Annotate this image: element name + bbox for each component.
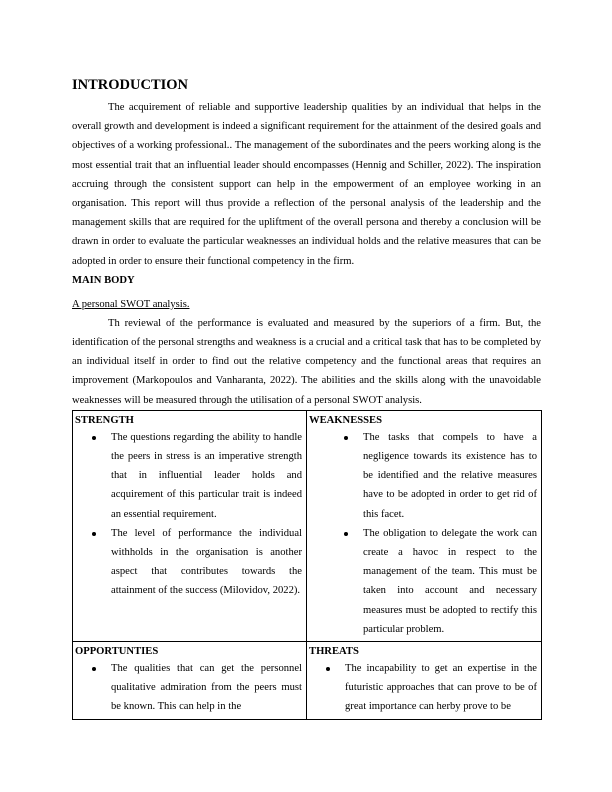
swot-row-bottom	[73, 642, 542, 720]
weaknesses-item: The tasks that compels to have a negligence towards its existence has to be identified and the relative measures have to be adopted in order to get rid of this facet.	[309, 428, 539, 524]
bullet-icon	[92, 667, 96, 671]
strength-item: The questions regarding the ability to handle the peers in stress is an imperative strength that in influential leader holds and acquirement of this particular trait is indeed an essential requirement.	[75, 428, 304, 524]
opportunities-list	[75, 659, 304, 717]
threats-title: THREATS	[309, 646, 359, 658]
bullet-icon	[344, 532, 348, 536]
strength-title: STRENGTH	[75, 414, 134, 426]
weaknesses-item: The obligation to delegate the work can create a havoc in respect to the management of the team. This must be taken into account and necessary measures must be adopted to rectify this particular problem.	[309, 524, 539, 639]
page-title: INTRODUCTION	[72, 77, 189, 93]
weaknesses-cell	[307, 410, 542, 641]
threats-list	[309, 659, 539, 717]
strength-cell	[73, 410, 307, 641]
document-page	[72, 76, 541, 720]
main-body-heading: MAIN BODY	[72, 274, 135, 286]
threats-cell	[307, 642, 542, 720]
swot-intro-paragraph: Th reviewal of the performance is evaluated and measured by the superiors of a firm. But, the identification of the personal strengths and weakness is a crucial and a critical task that has to be completed by an individual itself in order to find out the relative competency and the functional areas that requires an improvement (Markopoulos and Vanharanta, 2022). The abilities and the skills along with the unavoidable weaknesses will be measured through the utilisation of a personal SWOT analysis.	[72, 317, 541, 406]
swot-row-top	[73, 410, 542, 641]
strength-item: The level of performance the individual withholds in the organisation is another aspect that contributes towards the attainment of the success (Milovidov, 2022).	[75, 524, 304, 601]
strength-list	[75, 428, 304, 601]
bullet-icon	[344, 436, 348, 440]
weaknesses-title: WEAKNESSES	[309, 414, 383, 426]
bullet-icon	[92, 532, 96, 536]
opportunities-item: The qualities that can get the personnel qualitative admiration from the peers must be known. This can help in the	[75, 659, 304, 717]
opportunities-title: OPPORTUNTIES	[75, 646, 159, 658]
weaknesses-list	[309, 428, 539, 639]
intro-paragraph: The acquirement of reliable and supportive leadership qualities by an individual that helps in the overall growth and development is indeed a significant requirement for the attainment of the desired goals and objectives of a working professional.. The management of the subordinates and the peers working along is the most essential trait that an influential leader should encompasses (Hennig and Schiller, 2022). The inspiration accruing through the consistent support can help in the empowerment of an employee working in an organisation. This report will thus provide a reflection of the personal analysis of the leadership and the management skills that are required for the upliftment of the overall persona and thereby a conclusion will be drawn in order to evaluate the particular weaknesses an individual holds and the relative measures that can be adopted in order to ensure their functional competency in the firm.	[72, 102, 541, 267]
bullet-icon	[92, 436, 96, 440]
threats-item: The incapability to get an expertise in the futuristic approaches that can prove to be of great importance can herby prove to be	[309, 659, 539, 717]
bullet-icon	[326, 667, 330, 671]
swot-subheading: A personal SWOT analysis.	[72, 298, 190, 310]
opportunities-cell	[73, 642, 307, 720]
swot-table	[72, 410, 542, 720]
